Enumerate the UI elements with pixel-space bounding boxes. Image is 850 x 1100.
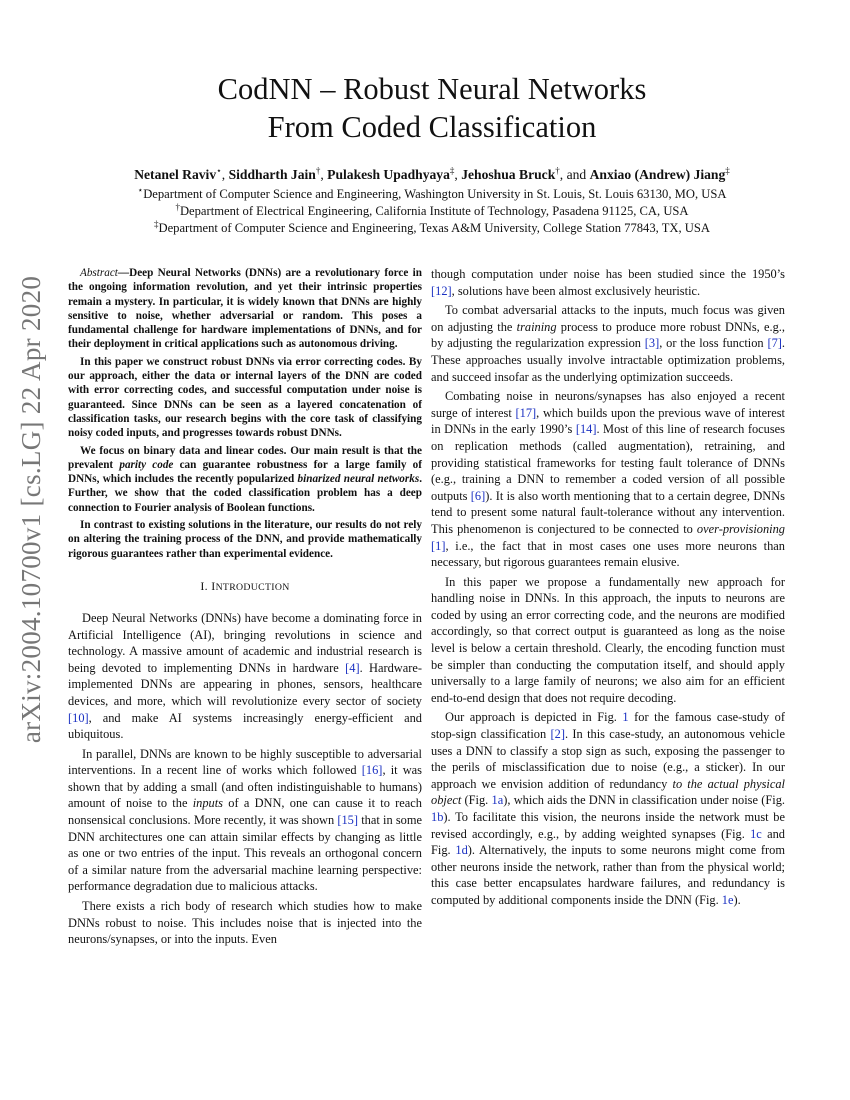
body-paragraph <box>431 574 785 707</box>
body-text: and Fig. <box>431 826 785 858</box>
body-paragraph <box>68 746 422 895</box>
abstract-text: In this paper we construct robust DNNs via error correcting codes. By our approach, either the data or internal layers of the DNN are coded with error correcting codes, and successful computation under noise is guaranteed. Since DNNs can be seen as a layered concatenation of classification tasks, our research begins with the core task of classifying noisy coded inputs, and progresses towards robust DNNs. <box>68 355 422 440</box>
citation-link[interactable]: [10] <box>68 710 89 725</box>
section-heading-introduction <box>68 578 422 596</box>
affiliation-text: Department of Computer Science and Engineering, Texas A&M University, College Station 77843, TX, USA <box>158 221 711 235</box>
figure-link[interactable]: 1e <box>721 892 734 907</box>
section-initial: I <box>211 578 216 593</box>
abstract-text: In contrast to existing solutions in the literature, our results do not rely on altering the training process of the DNN, and provide mathematically rigorous guarantees rather than experimental evidence. <box>68 519 422 560</box>
body-text: There exists a rich body of research which studies how to make DNNs robust to noise. This includes noise that is injected into the neurons/synapses, or into the inputs. Even <box>68 899 422 947</box>
title-line-2: From Coded Classification <box>267 110 597 144</box>
body-paragraph <box>431 709 785 908</box>
citation-link[interactable]: [12] <box>431 283 452 298</box>
author-mark: ‡ <box>449 165 455 176</box>
affiliation-1 <box>40 186 824 202</box>
body-text: , it was shown that by adding a small (and often indistinguishable to humans) amount of noise to the <box>68 763 422 811</box>
author-name: Jehoshua Bruck <box>461 167 556 182</box>
body-emphasis: over-provisioning <box>696 521 785 536</box>
body-text: , i.e., the fact that in most cases one uses more neurons than necessary, but rigorous guarantees remain elusive. <box>431 538 785 570</box>
section-numeral: I. <box>200 578 212 593</box>
body-text: ), which aids the DNN in classification under noise (Fig. <box>503 793 786 808</box>
affiliation-mark: ‡ <box>153 218 159 229</box>
body-text: In this paper we propose a fundamentally new approach for handling noise in DNNs. In this approach, the inputs to neurons are coded by using an error correcting code, and the neurons are modified accordingly, so that correct output is guaranteed as long as the noise level is below a certain threshold. Clearly, the encoding function must be simpler than conducting the computation itself, and should apply universally to a large family of neurons; we also aim for an efficient end-to-end design that does not require decoding. <box>431 574 785 705</box>
citation-link[interactable]: [17] <box>515 405 537 420</box>
citation-link[interactable]: [16] <box>361 763 383 778</box>
body-paragraph <box>68 610 422 743</box>
body-text: Our approach is depicted in Fig. <box>445 710 623 725</box>
body-text: , solutions have been almost exclusively heuristic. <box>451 283 701 298</box>
figure-link[interactable]: 1d <box>455 843 468 858</box>
body-paragraph <box>431 388 785 571</box>
body-text: that in some DNN architectures one can attain similar effects by changing as little as one or two entries of the input. This reveals an orthogonal concern of a similar nature from the adversarial machine learning perspective: performance degradation due to malicious attacks. <box>68 813 422 894</box>
citation-link[interactable]: [1] <box>431 538 446 553</box>
body-text: (Fig. <box>461 793 492 808</box>
body-text: , or the loss function <box>659 336 768 351</box>
author-list <box>40 166 824 184</box>
abstract-text: Deep Neural Networks (DNNs) are a revolutionary force in the ongoing information revolution, and yet their intrinsic properties remain a mystery. In particular, it is widely known that DNNs are highly sensitive to noise, whether adversarial or random. This poses a fundamental challenge for hardware implementations of DNNs, and for their deployment in critical applications such as autonomous driving. <box>68 267 422 351</box>
abstract-text: can guarantee robustness for a large family of DNNs, which includes the recently popularized <box>68 458 423 486</box>
abstract-paragraph <box>68 355 422 441</box>
author-separator: , and <box>559 167 590 182</box>
citation-link[interactable]: [7] <box>767 336 782 351</box>
abstract-paragraph <box>68 266 422 352</box>
affiliation-2 <box>40 203 824 219</box>
author-separator: , <box>221 167 229 182</box>
paper-title <box>70 70 794 146</box>
body-paragraph <box>431 302 785 385</box>
citation-link[interactable]: [2] <box>550 727 565 742</box>
body-paragraph <box>68 898 422 948</box>
citation-link[interactable]: [14] <box>575 422 597 437</box>
body-text: Deep Neural Networks (DNNs) have become a dominating force in Artificial Intelligence (AI), bringing revolutions in science and technology. A massive amount of academic and industrial research is being devoted to implementing DNNs in hardware <box>68 610 422 675</box>
abstract-emphasis: binarized neural networks <box>297 473 420 486</box>
author-mark: ⋆ <box>216 165 222 176</box>
author-mark: † <box>555 165 560 176</box>
body-text: To combat adversarial attacks to the inputs, much focus was given on adjusting the <box>431 303 785 334</box>
figure-link[interactable]: 1 <box>622 710 629 725</box>
citation-link[interactable]: [15] <box>337 813 359 828</box>
author-name: Siddharth Jain <box>228 167 316 182</box>
left-column <box>68 266 422 951</box>
citation-link[interactable]: [6] <box>470 488 486 503</box>
body-text: ). Alternatively, the inputs to some neurons might come from other neurons inside the network, rather than from the physical world; this case better encapsulates hardware failures, and redundancy is computed by additional components inside the DNN (Fig. <box>431 843 785 907</box>
section-title-rest: NTRODUCTION <box>215 581 290 593</box>
author-separator: , <box>320 167 328 182</box>
title-line-1: CodNN – Robust Neural Networks <box>217 72 647 106</box>
body-text: . In this case-study, an autonomous vehicle uses a DNN to classify a stop sign as such, exposing the passenger to the perils of misclassification due to noise (e.g., a sticker). In our approach we envision addition of redundancy <box>431 727 785 791</box>
body-paragraph <box>431 266 785 299</box>
body-text: . Most of this line of research focuses on replication methods (called augmentation), retraining, and providing statistical frameworks for testing fault tolerance of DNNs (e.g., training a DNN to remember a coded version of all possible outputs <box>431 422 785 503</box>
body-text: for the famous case-study of stop-sign classification <box>431 710 786 742</box>
body-emphasis: inputs <box>192 796 223 811</box>
affiliation-text: Department of Electrical Engineering, California Institute of Technology, Pasadena 91125, CA, USA <box>179 204 689 218</box>
body-text: process to produce more robust DNNs, e.g., by adjusting the regularization expression <box>431 319 785 351</box>
body-text: . These approaches usually involve intractable optimization problems, and succeed insofar as the underlying optimization succeeds. <box>431 336 785 384</box>
body-text: of a DNN, one can cause it to reach nonsensical conclusions. More recently, it was shown <box>68 796 423 828</box>
affiliation-text: Department of Computer Science and Engineering, Washington University in St. Louis, St. Louis 63130, MO, USA <box>143 187 727 201</box>
author-name: Anxiao (Andrew) Jiang <box>589 167 726 182</box>
right-column <box>431 266 785 912</box>
abstract-label: Abstract <box>80 267 118 279</box>
abstract-text: We focus on binary data and linear codes. Our main result is that the prevalent <box>68 444 422 471</box>
body-text: ). To facilitate this vision, the neurons inside the network must be revised accordingly, e.g., by adding weighted synapses (Fig. <box>431 810 785 841</box>
body-text: Combating noise in neurons/synapses has also enjoyed a recent surge of interest <box>431 389 785 420</box>
citation-link[interactable]: [4] <box>345 660 360 675</box>
body-emphasis: to the actual physical object <box>431 776 785 808</box>
author-name: Netanel Raviv <box>134 167 217 182</box>
affiliation-mark: ⋆ <box>137 184 144 195</box>
author-mark: † <box>315 165 321 176</box>
abstract-text: . Further, we show that the coded classification problem has a deep connection to Fourier analysis of Boolean functions. <box>68 473 422 514</box>
figure-link[interactable]: 1b <box>431 810 444 824</box>
abstract-paragraph <box>68 444 422 515</box>
figure-link[interactable]: 1a <box>491 793 504 808</box>
body-text: ). It is also worth mentioning that to a certain degree, DNNs tend to present some natural fault-tolerance without any intervention. This phenomenon is conjectured to be connected to <box>431 488 785 536</box>
author-mark: ‡ <box>725 165 730 176</box>
arxiv-identifier-text: arXiv:2004.10700v1 [cs.LG] 22 Apr 2020 <box>16 275 47 743</box>
abstract-emphasis: parity code <box>119 458 174 471</box>
arxiv-identifier-stamp <box>10 268 54 750</box>
affiliation-mark: † <box>175 201 180 212</box>
abstract-paragraph <box>68 518 422 561</box>
body-text: In parallel, DNNs are known to be highly susceptible to adversarial interventions. In a recent line of works which followed <box>68 746 422 778</box>
figure-link[interactable]: 1c <box>750 826 762 841</box>
author-name: Pulakesh Upadhyaya <box>327 167 450 182</box>
body-text: though computation under noise has been studied since the 1950’s <box>431 267 785 281</box>
body-text: , and make AI systems increasingly energy-efficient and ubiquitous. <box>68 710 422 742</box>
abstract-dash: — <box>117 267 130 279</box>
citation-link[interactable]: [3] <box>644 336 660 351</box>
affiliation-3 <box>40 220 824 236</box>
body-text: . Hardware-implemented DNNs are appearing in phones, sensors, healthcare devices, and more, which will revolutionize every sector of society <box>68 660 423 708</box>
body-text: ). <box>733 892 741 907</box>
body-text: , which builds upon the previous wave of interest in DNNs in the early 1990’s <box>431 405 785 437</box>
body-emphasis: training <box>516 319 557 334</box>
author-separator: , <box>454 167 462 182</box>
